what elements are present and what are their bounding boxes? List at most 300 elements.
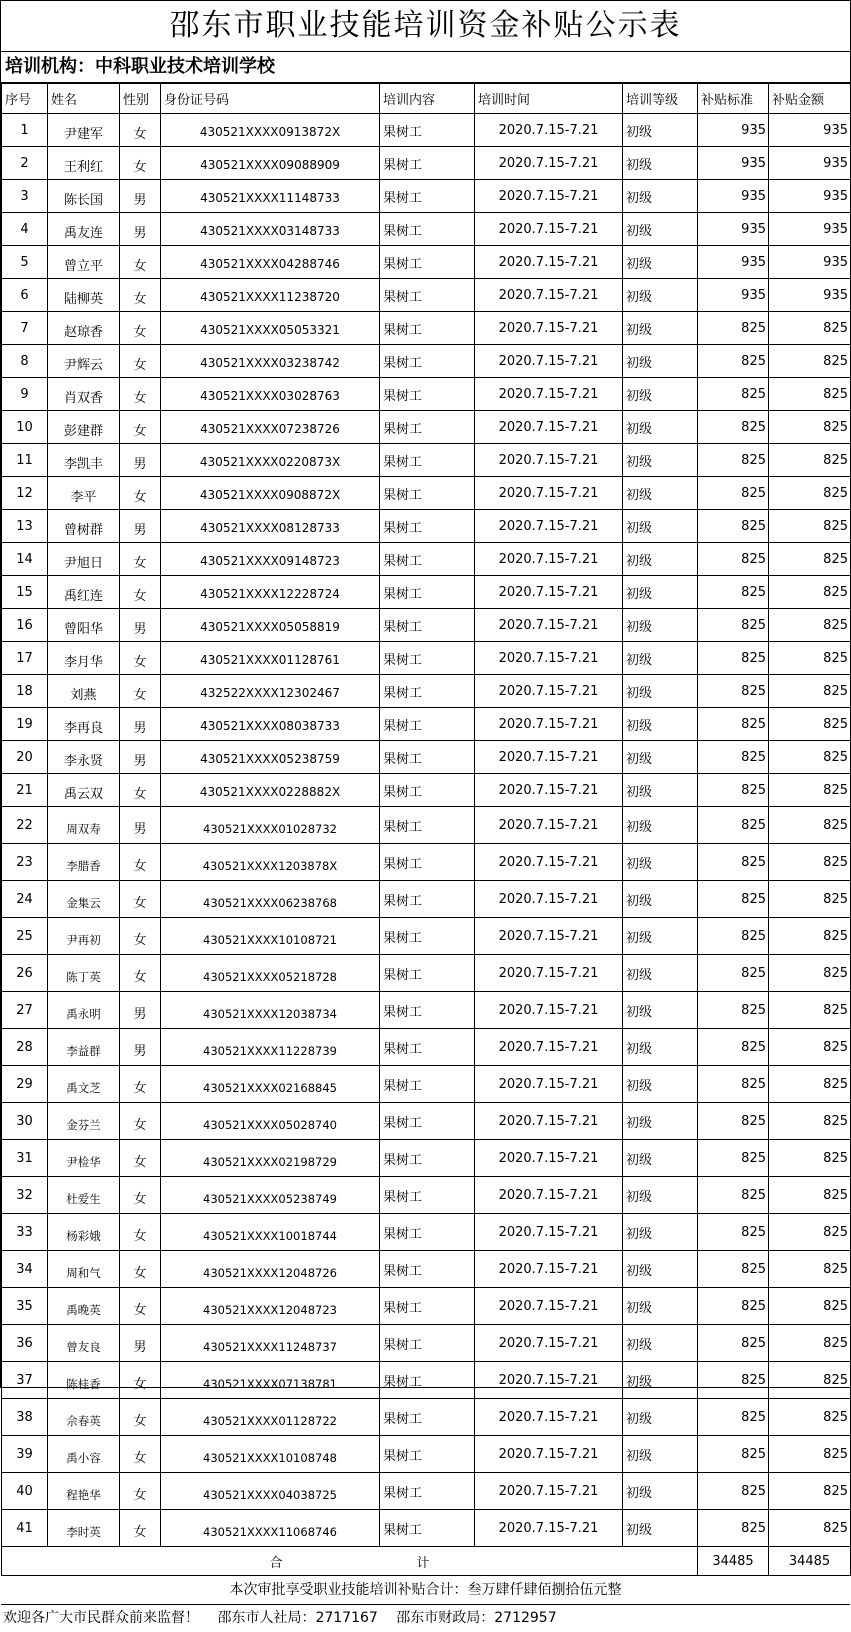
row-subsidy-standard: 825: [698, 543, 769, 576]
row-training-level: 初级: [623, 881, 698, 918]
row-training-time: 2020.7.15-7.21: [475, 1399, 623, 1436]
row-name: 刘燕: [48, 675, 120, 708]
table-row: [2, 246, 851, 279]
row-training-content: 果树工: [380, 1251, 475, 1288]
row-training-content: 果树工: [380, 609, 475, 642]
row-no: 12: [2, 477, 48, 510]
row-sex: 女: [120, 1288, 161, 1325]
row-name: 李月华: [48, 642, 120, 675]
row-name: 尹再初: [48, 918, 120, 955]
row-subsidy-standard: 825: [698, 576, 769, 609]
total-label-ji: 计: [416, 1555, 430, 1571]
row-id-number: 430521XXXX09148723: [161, 543, 380, 576]
row-training-level: 初级: [623, 213, 698, 246]
row-sex: 女: [120, 246, 161, 279]
header-sex: 性别: [120, 84, 161, 114]
row-no: 40: [2, 1473, 48, 1510]
row-training-level: 初级: [623, 918, 698, 955]
row-id-number: 432522XXXX12302467: [161, 675, 380, 708]
row-sex: 男: [120, 1029, 161, 1066]
row-subsidy-standard: 935: [698, 147, 769, 180]
row-sex: 女: [120, 1251, 161, 1288]
row-name: 李凯丰: [48, 444, 120, 477]
header-training-time: 培训时间: [475, 84, 623, 114]
row-subsidy-amount: 935: [769, 114, 851, 147]
row-subsidy-standard: 825: [698, 1214, 769, 1251]
row-name: 李益群: [48, 1029, 120, 1066]
row-subsidy-standard: 825: [698, 444, 769, 477]
row-training-content: 果树工: [380, 881, 475, 918]
row-subsidy-standard: 825: [698, 1251, 769, 1288]
row-training-level: 初级: [623, 955, 698, 992]
row-name: 彭建群: [48, 411, 120, 444]
row-subsidy-standard: 825: [698, 741, 769, 774]
row-training-time: 2020.7.15-7.21: [475, 881, 623, 918]
header-training-level: 培训等级: [623, 84, 698, 114]
row-training-time: 2020.7.15-7.21: [475, 1473, 623, 1510]
row-training-content: 果树工: [380, 955, 475, 992]
row-no: 22: [2, 807, 48, 844]
row-training-level: 初级: [623, 378, 698, 411]
row-training-time: 2020.7.15-7.21: [475, 918, 623, 955]
row-no: 3: [2, 180, 48, 213]
row-subsidy-standard: 825: [698, 1103, 769, 1140]
row-training-content: 果树工: [380, 918, 475, 955]
row-subsidy-standard: 825: [698, 844, 769, 881]
row-training-time: 2020.7.15-7.21: [475, 844, 623, 881]
table-row: [2, 955, 851, 992]
row-training-level: 初级: [623, 1325, 698, 1362]
row-subsidy-amount: 825: [769, 1251, 851, 1288]
row-training-level: 初级: [623, 642, 698, 675]
footer-welcome: 欢迎各广大市民群众前来监督！: [3, 1610, 199, 1626]
row-training-time: 2020.7.15-7.21: [475, 1325, 623, 1362]
row-training-content: 果树工: [380, 844, 475, 881]
table-row: [2, 477, 851, 510]
row-training-level: 初级: [623, 345, 698, 378]
row-subsidy-standard: 935: [698, 246, 769, 279]
header-name: 姓名: [48, 84, 120, 114]
row-subsidy-amount: 825: [769, 844, 851, 881]
row-subsidy-amount: 935: [769, 246, 851, 279]
table-row: [2, 345, 851, 378]
row-training-content: 果树工: [380, 642, 475, 675]
row-subsidy-amount: 825: [769, 1214, 851, 1251]
row-sex: 男: [120, 807, 161, 844]
table-row: [2, 1362, 851, 1399]
row-training-content: 果树工: [380, 675, 475, 708]
row-subsidy-standard: 825: [698, 807, 769, 844]
row-training-level: 初级: [623, 807, 698, 844]
row-no: 36: [2, 1325, 48, 1362]
row-id-number: 430521XXXX03148733: [161, 213, 380, 246]
row-no: 31: [2, 1140, 48, 1177]
row-training-time: 2020.7.15-7.21: [475, 1510, 623, 1547]
row-sex: 女: [120, 1436, 161, 1473]
row-name: 禹小容: [48, 1436, 120, 1473]
row-training-content: 果树工: [380, 411, 475, 444]
footer-finance-phone: 邵东市财政局：2712957: [396, 1610, 557, 1626]
row-id-number: 430521XXXX11148733: [161, 180, 380, 213]
row-training-level: 初级: [623, 147, 698, 180]
row-id-number: 430521XXXX12048723: [161, 1288, 380, 1325]
row-training-time: 2020.7.15-7.21: [475, 180, 623, 213]
row-id-number: 430521XXXX02168845: [161, 1066, 380, 1103]
row-training-content: 果树工: [380, 246, 475, 279]
row-training-time: 2020.7.15-7.21: [475, 1177, 623, 1214]
row-id-number: 430521XXXX03028763: [161, 378, 380, 411]
table-row: [2, 147, 851, 180]
row-subsidy-standard: 825: [698, 609, 769, 642]
row-training-level: 初级: [623, 1214, 698, 1251]
row-training-time: 2020.7.15-7.21: [475, 510, 623, 543]
row-training-content: 果树工: [380, 1510, 475, 1547]
row-id-number: 430521XXXX12038734: [161, 992, 380, 1029]
row-no: 24: [2, 881, 48, 918]
row-training-content: 果树工: [380, 576, 475, 609]
row-no: 1: [2, 114, 48, 147]
row-no: 41: [2, 1510, 48, 1547]
row-sex: 女: [120, 411, 161, 444]
table-row: [2, 1436, 851, 1473]
row-sex: 女: [120, 312, 161, 345]
row-training-content: 果树工: [380, 992, 475, 1029]
row-sex: 男: [120, 609, 161, 642]
row-training-level: 初级: [623, 675, 698, 708]
row-training-level: 初级: [623, 609, 698, 642]
row-training-content: 果树工: [380, 1362, 475, 1399]
row-name: 禹云双: [48, 774, 120, 807]
row-no: 17: [2, 642, 48, 675]
row-training-level: 初级: [623, 1399, 698, 1436]
row-subsidy-amount: 825: [769, 1066, 851, 1103]
row-sex: 男: [120, 180, 161, 213]
row-name: 曾树群: [48, 510, 120, 543]
row-name: 曾立平: [48, 246, 120, 279]
row-id-number: 430521XXXX01128761: [161, 642, 380, 675]
total-label: [2, 1547, 698, 1576]
row-sex: 女: [120, 1473, 161, 1510]
row-sex: 女: [120, 1399, 161, 1436]
row-name: 禹友连: [48, 213, 120, 246]
row-subsidy-standard: 825: [698, 1399, 769, 1436]
row-training-level: 初级: [623, 543, 698, 576]
row-training-content: 果树工: [380, 279, 475, 312]
header-subsidy-standard: 补贴标准: [698, 84, 769, 114]
row-name: 禹红连: [48, 576, 120, 609]
row-training-time: 2020.7.15-7.21: [475, 708, 623, 741]
row-sex: 女: [120, 918, 161, 955]
row-subsidy-amount: 825: [769, 444, 851, 477]
row-training-time: 2020.7.15-7.21: [475, 675, 623, 708]
row-subsidy-standard: 825: [698, 881, 769, 918]
row-sex: 女: [120, 114, 161, 147]
row-id-number: 430521XXXX03238742: [161, 345, 380, 378]
row-sex: 女: [120, 675, 161, 708]
subsidy-table: [1, 83, 851, 1576]
row-sex: 女: [120, 345, 161, 378]
row-sex: 女: [120, 576, 161, 609]
row-no: 20: [2, 741, 48, 774]
row-sex: 女: [120, 279, 161, 312]
row-sex: 男: [120, 992, 161, 1029]
table-row: [2, 576, 851, 609]
total-standard-sum: 34485: [698, 1547, 769, 1576]
row-id-number: 430521XXXX01028732: [161, 807, 380, 844]
table-row: [2, 844, 851, 881]
row-subsidy-standard: 825: [698, 992, 769, 1029]
table-row: [2, 1214, 851, 1251]
table-row: [2, 1325, 851, 1362]
table-header-row: [2, 84, 851, 114]
row-training-time: 2020.7.15-7.21: [475, 114, 623, 147]
row-name: 曾阳华: [48, 609, 120, 642]
row-training-content: 果树工: [380, 1029, 475, 1066]
row-subsidy-amount: 825: [769, 741, 851, 774]
row-no: 7: [2, 312, 48, 345]
row-id-number: 430521XXXX04038725: [161, 1473, 380, 1510]
table-row: [2, 378, 851, 411]
row-training-time: 2020.7.15-7.21: [475, 642, 623, 675]
table-row: [2, 741, 851, 774]
row-name: 金芬兰: [48, 1103, 120, 1140]
row-training-content: 果树工: [380, 1066, 475, 1103]
row-no: 9: [2, 378, 48, 411]
header-training-content: 培训内容: [380, 84, 475, 114]
row-training-time: 2020.7.15-7.21: [475, 992, 623, 1029]
row-training-level: 初级: [623, 741, 698, 774]
row-training-time: 2020.7.15-7.21: [475, 1140, 623, 1177]
row-no: 23: [2, 844, 48, 881]
row-subsidy-standard: 825: [698, 378, 769, 411]
row-training-time: 2020.7.15-7.21: [475, 576, 623, 609]
row-no: 30: [2, 1103, 48, 1140]
row-id-number: 430521XXXX05218728: [161, 955, 380, 992]
row-training-level: 初级: [623, 1103, 698, 1140]
row-training-level: 初级: [623, 312, 698, 345]
row-sex: 女: [120, 1103, 161, 1140]
row-training-level: 初级: [623, 246, 698, 279]
row-sex: 女: [120, 543, 161, 576]
row-training-time: 2020.7.15-7.21: [475, 147, 623, 180]
table-row: [2, 992, 851, 1029]
row-subsidy-standard: 825: [698, 345, 769, 378]
row-name: 肖双香: [48, 378, 120, 411]
table-row: [2, 881, 851, 918]
row-subsidy-standard: 825: [698, 510, 769, 543]
row-training-level: 初级: [623, 1177, 698, 1214]
row-training-content: 果树工: [380, 1288, 475, 1325]
row-name: 佘春英: [48, 1399, 120, 1436]
table-row: [2, 114, 851, 147]
row-id-number: 430521XXXX0220873X: [161, 444, 380, 477]
row-subsidy-amount: 825: [769, 576, 851, 609]
row-sex: 女: [120, 1362, 161, 1399]
row-subsidy-standard: 825: [698, 918, 769, 955]
table-row: [2, 1399, 851, 1436]
footer-hrss-phone: 邵东市人社局：2717167: [217, 1610, 378, 1626]
table-row: [2, 642, 851, 675]
row-sex: 女: [120, 774, 161, 807]
row-subsidy-amount: 825: [769, 345, 851, 378]
row-sex: 女: [120, 1066, 161, 1103]
table-row: [2, 312, 851, 345]
table-row: [2, 918, 851, 955]
row-training-time: 2020.7.15-7.21: [475, 246, 623, 279]
row-training-level: 初级: [623, 1251, 698, 1288]
row-no: 26: [2, 955, 48, 992]
row-training-time: 2020.7.15-7.21: [475, 1436, 623, 1473]
row-sex: 男: [120, 741, 161, 774]
row-training-level: 初级: [623, 774, 698, 807]
row-id-number: 430521XXXX1203878X: [161, 844, 380, 881]
row-id-number: 430521XXXX05058819: [161, 609, 380, 642]
row-training-time: 2020.7.15-7.21: [475, 312, 623, 345]
row-subsidy-standard: 935: [698, 213, 769, 246]
row-id-number: 430521XXXX02198729: [161, 1140, 380, 1177]
row-id-number: 430521XXXX07138781: [161, 1362, 380, 1399]
row-id-number: 430521XXXX06238768: [161, 881, 380, 918]
row-subsidy-amount: 825: [769, 477, 851, 510]
row-name: 尹旭日: [48, 543, 120, 576]
row-training-content: 果树工: [380, 741, 475, 774]
row-id-number: 430521XXXX05238759: [161, 741, 380, 774]
row-no: 15: [2, 576, 48, 609]
row-sex: 女: [120, 881, 161, 918]
row-id-number: 430521XXXX05238749: [161, 1177, 380, 1214]
row-name: 李腊香: [48, 844, 120, 881]
row-no: 28: [2, 1029, 48, 1066]
row-sex: 女: [120, 147, 161, 180]
row-subsidy-standard: 825: [698, 642, 769, 675]
row-name: 陆柳英: [48, 279, 120, 312]
row-subsidy-standard: 825: [698, 1288, 769, 1325]
table-row: [2, 1029, 851, 1066]
row-training-time: 2020.7.15-7.21: [475, 807, 623, 844]
row-training-level: 初级: [623, 1362, 698, 1399]
row-subsidy-amount: 825: [769, 1473, 851, 1510]
row-name: 李永贤: [48, 741, 120, 774]
table-row: [2, 774, 851, 807]
row-training-content: 果树工: [380, 510, 475, 543]
row-training-level: 初级: [623, 576, 698, 609]
table-row: [2, 411, 851, 444]
row-training-level: 初级: [623, 1066, 698, 1103]
row-training-level: 初级: [623, 114, 698, 147]
table-row: [2, 1473, 851, 1510]
row-training-time: 2020.7.15-7.21: [475, 609, 623, 642]
row-no: 34: [2, 1251, 48, 1288]
row-no: 4: [2, 213, 48, 246]
row-training-content: 果树工: [380, 114, 475, 147]
row-name: 禹文芝: [48, 1066, 120, 1103]
row-name: 曾友良: [48, 1325, 120, 1362]
row-training-content: 果树工: [380, 147, 475, 180]
row-subsidy-standard: 825: [698, 312, 769, 345]
row-subsidy-standard: 825: [698, 1066, 769, 1103]
row-training-content: 果树工: [380, 774, 475, 807]
row-subsidy-standard: 825: [698, 1029, 769, 1066]
row-name: 金集云: [48, 881, 120, 918]
row-training-content: 果树工: [380, 1214, 475, 1251]
row-training-content: 果树工: [380, 312, 475, 345]
row-training-level: 初级: [623, 411, 698, 444]
row-name: 程艳华: [48, 1473, 120, 1510]
row-training-content: 果树工: [380, 1436, 475, 1473]
row-training-level: 初级: [623, 1288, 698, 1325]
row-no: 19: [2, 708, 48, 741]
row-training-time: 2020.7.15-7.21: [475, 279, 623, 312]
row-training-content: 果树工: [380, 213, 475, 246]
row-training-content: 果树工: [380, 378, 475, 411]
row-id-number: 430521XXXX10108721: [161, 918, 380, 955]
row-subsidy-amount: 825: [769, 992, 851, 1029]
row-training-time: 2020.7.15-7.21: [475, 1029, 623, 1066]
row-no: 29: [2, 1066, 48, 1103]
row-training-level: 初级: [623, 844, 698, 881]
row-subsidy-standard: 825: [698, 1177, 769, 1214]
table-row: [2, 1251, 851, 1288]
row-training-content: 果树工: [380, 345, 475, 378]
row-subsidy-standard: 825: [698, 1473, 769, 1510]
row-sex: 男: [120, 510, 161, 543]
row-training-time: 2020.7.15-7.21: [475, 543, 623, 576]
row-sex: 女: [120, 1510, 161, 1547]
row-no: 14: [2, 543, 48, 576]
row-name: 陈桂香: [48, 1362, 120, 1399]
row-id-number: 430521XXXX0228882X: [161, 774, 380, 807]
row-name: 李平: [48, 477, 120, 510]
row-subsidy-amount: 825: [769, 1510, 851, 1547]
row-no: 39: [2, 1436, 48, 1473]
header-subsidy-amount: 补贴金额: [769, 84, 851, 114]
row-training-level: 初级: [623, 477, 698, 510]
row-no: 32: [2, 1177, 48, 1214]
row-id-number: 430521XXXX11068746: [161, 1510, 380, 1547]
row-no: 21: [2, 774, 48, 807]
row-id-number: 430521XXXX09088909: [161, 147, 380, 180]
row-id-number: 430521XXXX05028740: [161, 1103, 380, 1140]
row-training-content: 果树工: [380, 807, 475, 844]
row-training-content: 果树工: [380, 708, 475, 741]
training-org-label: 培训机构：中科职业技术培训学校: [1, 52, 850, 83]
row-training-time: 2020.7.15-7.21: [475, 378, 623, 411]
row-subsidy-amount: 825: [769, 609, 851, 642]
row-subsidy-amount: 825: [769, 1288, 851, 1325]
table-row: [2, 1103, 851, 1140]
row-sex: 女: [120, 378, 161, 411]
row-name: 禹永明: [48, 992, 120, 1029]
row-name: 李时英: [48, 1510, 120, 1547]
row-training-content: 果树工: [380, 1103, 475, 1140]
table-row: [2, 1140, 851, 1177]
row-no: 2: [2, 147, 48, 180]
header-id-number: 身份证号码: [161, 84, 380, 114]
row-subsidy-amount: 825: [769, 1177, 851, 1214]
table-row: [2, 213, 851, 246]
row-sex: 女: [120, 955, 161, 992]
row-training-level: 初级: [623, 180, 698, 213]
table-row: [2, 807, 851, 844]
row-subsidy-standard: 825: [698, 477, 769, 510]
row-training-level: 初级: [623, 1029, 698, 1066]
row-training-time: 2020.7.15-7.21: [475, 345, 623, 378]
row-training-level: 初级: [623, 279, 698, 312]
row-training-time: 2020.7.15-7.21: [475, 411, 623, 444]
row-subsidy-standard: 935: [698, 279, 769, 312]
row-no: 8: [2, 345, 48, 378]
row-name: 赵琼香: [48, 312, 120, 345]
